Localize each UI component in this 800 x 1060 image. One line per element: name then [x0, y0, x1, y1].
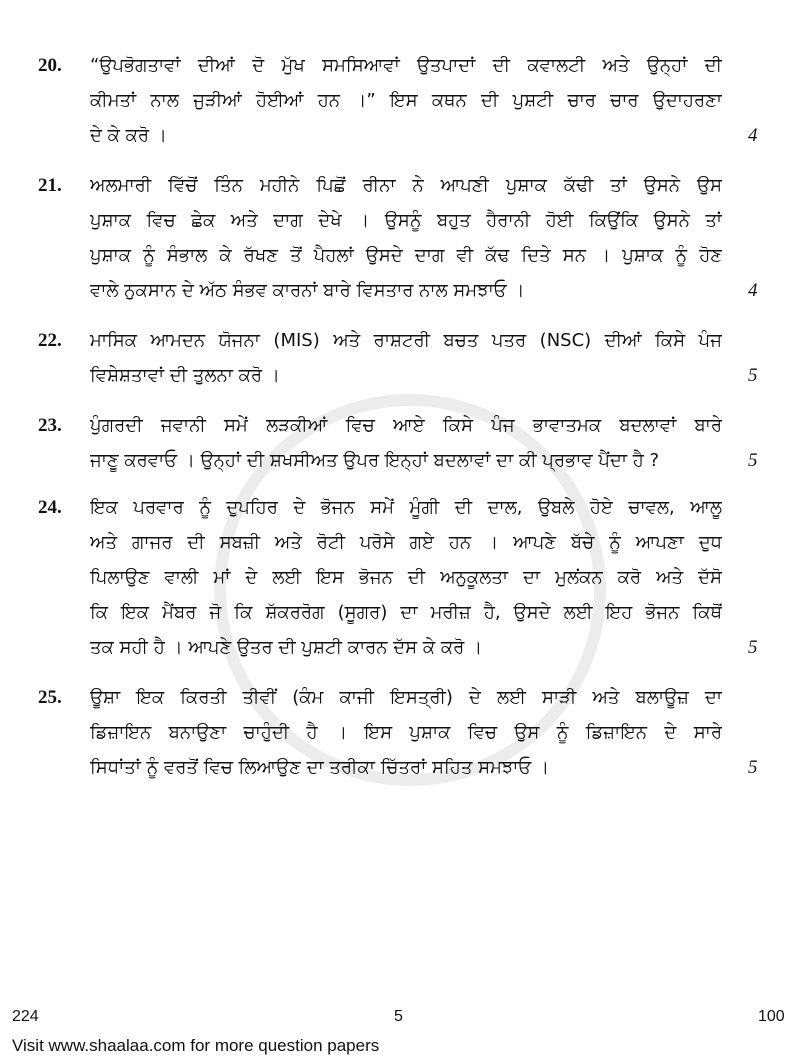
- footer-number: 100: [758, 1008, 785, 1025]
- question-text: [90, 408, 722, 478]
- page-number: 5: [394, 1008, 403, 1025]
- question-line: “ਉਪਭੋਗਤਾਵਾਂ ਦੀਆਂ ਦੋ ਮੁੱਖ ਸਮਸਿਆਵਾਂ ਉਤਪਾਦਾਂ ਦੀ ਕਵਾਲਟੀ ਅਤੇ ਉਨ੍ਹਾਂ ਦੀ: [90, 55, 722, 76]
- question-line: ਪੁੰਗਰਦੀ ਜਵਾਨੀ ਸਮੇਂ ਲੜਕੀਆਂ ਵਿਚ ਆਏ ਕਿਸੇ ਪੰਜ ਭਾਵਾਤਮਕ ਬਦਲਾਵਾਂ ਬਾਰੇ: [90, 415, 722, 436]
- question-number: 21.: [38, 175, 62, 196]
- question-line: ਅਤੇ ਗਾਜਰ ਦੀ ਸਬਜ਼ੀ ਅਤੇ ਰੋਟੀ ਪਰੋਸੇ ਗਏ ਹਨ । ਆਪਣੇ ਬੱਚੇ ਨੂੰ ਆਪਣਾ ਦੁਧ: [90, 532, 722, 553]
- question-line: ਅਲਮਾਰੀ ਵਿੱਚੋਂ ਤਿੰਨ ਮਹੀਨੇ ਪਿਛੋਂ ਰੀਨਾ ਨੇ ਆਪਣੀ ਪੁਸ਼ਾਕ ਕੱਢੀ ਤਾਂ ਉਸਨੇ ਉਸ: [90, 175, 722, 196]
- question-marks: 5: [748, 637, 758, 658]
- question-number: 20.: [38, 55, 62, 76]
- question-marks: 5: [748, 757, 758, 778]
- question-line: ਤਕ ਸਹੀ ਹੈ । ਆਪਣੇ ਉਤਰ ਦੀ ਪੁਸ਼ਟੀ ਕਾਰਨ ਦੱਸ ਕੇ ਕਰੋ ।: [90, 637, 483, 658]
- question-marks: 4: [748, 125, 758, 146]
- question-line: ਜਾਣੂ ਕਰਵਾਓ । ਉਨ੍ਹਾਂ ਦੀ ਸ਼ਖਸੀਅਤ ਉਪਰ ਇਨ੍ਹਾਂ ਬਦਲਾਵਾਂ ਦਾ ਕੀ ਪ੍ਰਭਾਵ ਪੈਂਦਾ ਹੈ ?: [90, 450, 660, 471]
- question-line: ਕਿ ਇਕ ਮੈਂਬਰ ਜੋ ਕਿ ਸ਼ੱਕਰਰੋਗ (ਸੂਗਰ) ਦਾ ਮਰੀਜ਼ ਹੈ, ਉਸਦੇ ਲਈ ਇਹ ਭੋਜਨ ਕਿਥੋਂ: [90, 602, 722, 623]
- question-line: ਪੁਸ਼ਾਕ ਨੂੰ ਸੰਭਾਲ ਕੇ ਰੱਖਣ ਤੋਂ ਪੈਹਲਾਂ ਉਸਦੇ ਦਾਗ ਵੀ ਕੱਢ ਦਿਤੇ ਸਨ । ਪੁਸ਼ਾਕ ਨੂੰ ਹੋਣ: [90, 245, 722, 266]
- question-line: ਸਿਧਾਂਤਾਂ ਨੂੰ ਵਰਤੋਂ ਵਿਚ ਲਿਆਉਣ ਦਾ ਤਰੀਕਾ ਚਿੱਤਰਾਂ ਸਹਿਤ ਸਮਝਾਓ ।: [90, 757, 550, 778]
- question-marks: 5: [748, 365, 758, 386]
- question-number: 25.: [38, 687, 62, 708]
- question-line: ਡਿਜ਼ਾਇਨ ਬਨਾਉਣਾ ਚਾਹੁੰਦੀ ਹੈ । ਇਸ ਪੁਸ਼ਾਕ ਵਿਚ ਉਸ ਨੂੰ ਡਿਜ਼ਾਇਨ ਦੇ ਸਾਰੇ: [90, 722, 722, 743]
- question-text: [90, 680, 722, 785]
- question-text: [90, 490, 722, 665]
- question-marks: 5: [748, 450, 758, 471]
- paper-code: 224: [12, 1008, 39, 1025]
- visit-link[interactable]: Visit www.shaalaa.com for more question papers: [12, 1036, 380, 1055]
- question-text: [90, 323, 722, 393]
- question-line: ਕੀਮਤਾਂ ਨਾਲ ਜੁੜੀਆਂ ਹੋਈਆਂ ਹਨ ।” ਇਸ ਕਥਨ ਦੀ ਪੁਸ਼ਟੀ ਚਾਰ ਚਾਰ ਉਦਾਹਰਣਾ: [90, 90, 722, 111]
- question-line: ਊਸ਼ਾ ਇਕ ਕਿਰਤੀ ਤੀਵੀਂ (ਕੰਮ ਕਾਜੀ ਇਸਤ੍ਰੀ) ਦੇ ਲਈ ਸਾੜੀ ਅਤੇ ਬਲਾਊਜ਼ ਦਾ: [90, 687, 722, 708]
- question-line: ਇਕ ਪਰਵਾਰ ਨੂੰ ਦੁਪਹਿਰ ਦੇ ਭੋਜਨ ਸਮੇਂ ਮੂੰਗੀ ਦੀ ਦਾਲ, ਉਬਲੇ ਹੋਏ ਚਾਵਲ, ਆਲੂ: [90, 497, 722, 518]
- question-line: ਮਾਸਿਕ ਆਮਦਨ ਯੋਜਨਾ (MIS) ਅਤੇ ਰਾਸ਼ਟਰੀ ਬਚਤ ਪਤਰ (NSC) ਦੀਆਂ ਕਿਸੇ ਪੰਜ: [90, 330, 722, 351]
- question-line: ਪੁਸ਼ਾਕ ਵਿਚ ਛੇਕ ਅਤੇ ਦਾਗ ਦੇਖੇ । ਉਸਨੂੰ ਬਹੁਤ ਹੈਰਾਨੀ ਹੋਈ ਕਿਉਂਕਿ ਉਸਨੇ ਤਾਂ: [90, 210, 722, 231]
- question-text: [90, 48, 722, 153]
- question-line: ਵਾਲੇ ਨੁਕਸਾਨ ਦੇ ਅੱਠ ਸੰਭਵ ਕਾਰਨਾਂ ਬਾਰੇ ਵਿਸਤਾਰ ਨਾਲ ਸਮਝਾਓ ।: [90, 280, 525, 301]
- question-number: 22.: [38, 330, 62, 351]
- question-line: ਦੇ ਕੇ ਕਰੋ ।: [90, 125, 167, 146]
- question-marks: 4: [748, 280, 758, 301]
- question-line: ਪਿਲਾਉਣ ਵਾਲੀ ਮਾਂ ਦੇ ਲਈ ਇਸ ਭੋਜਨ ਦੀ ਅਨੁਕੂਲਤਾ ਦਾ ਮੁਲਂਕਨ ਕਰੋ ਅਤੇ ਦੱਸੋ: [90, 567, 722, 588]
- question-text: [90, 168, 722, 308]
- question-line: ਵਿਸ਼ੇਸ਼ਤਾਵਾਂ ਦੀ ਤੁਲਨਾ ਕਰੋ ।: [90, 365, 280, 386]
- question-number: 23.: [38, 415, 62, 436]
- question-number: 24.: [38, 497, 62, 518]
